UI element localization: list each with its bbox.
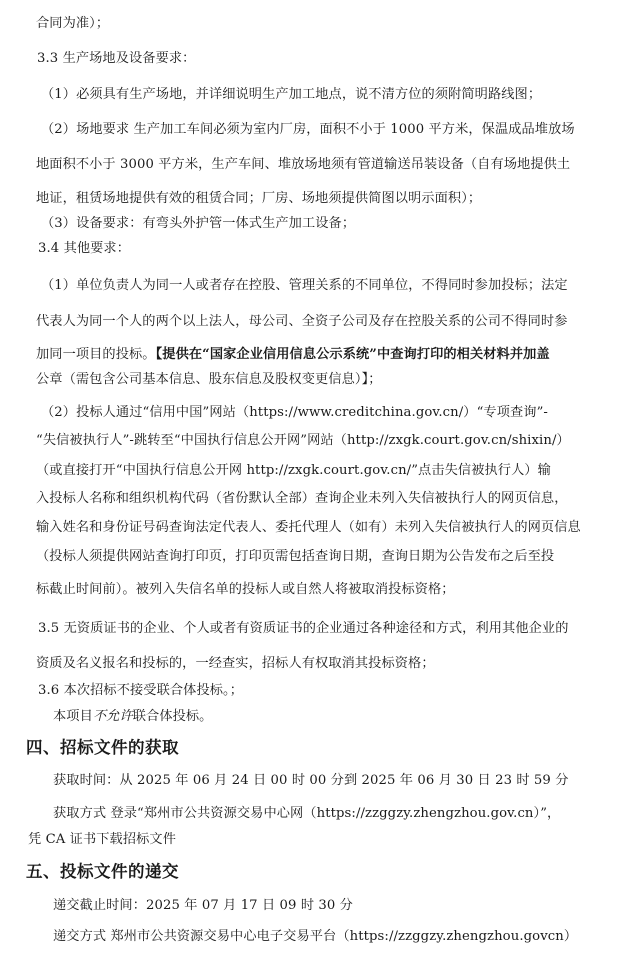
text-line: 输入姓名和身份证号码查询法定代表人、委托代理人（如有）未列入失信被执行人的网页信息	[36, 520, 581, 535]
text-line: （或直接打开“中国执行信息公开网 http://zxgk.court.gov.cn/”点击失信被执行人）输	[36, 463, 551, 478]
text-span: 加同一项目的投标。	[36, 347, 156, 362]
text-line: （2）投标人通过“信用中国”网站（https://www.creditchina.gov.cn/）“专项查询”-	[41, 405, 548, 420]
text-line: “失信被执行人”-跳转至“中国执行信息公开网”网站（http://zxgk.court.gov.cn/shixin/）	[36, 433, 570, 448]
text-line: （3）设备要求：有弯头外护管一体式生产加工设备；	[41, 216, 356, 231]
text-line: （投标人须提供网站查询打印页，打印页需包括查询日期，查询日期为公告发布之后至投	[36, 549, 555, 564]
section-3-6-text: 3.6 本次招标不接受联合体投标。；	[38, 683, 243, 698]
text-line: 代表人为同一个人的两个以上法人，母公司、全资子公司及存在控股关系的公司不得同时参	[36, 314, 568, 329]
text-line: 公章（需包含公司基本信息、股东信息及股权变更信息）】；	[36, 372, 382, 387]
bold-note: 【提供在“国家企业信用信息公示系统”中查询打印的相关材料并加盖	[155, 347, 550, 362]
text-line: （2）场地要求 生产加工车间必须为室内厂房，面积不小于 1000 平方米，保温成品堆放场	[41, 122, 575, 137]
italic-text: 不允许	[92, 709, 133, 724]
text-line: （1）单位负责人为同一人或者存在控股、管理关系的不同单位，不得同时参加投标；法定	[41, 278, 568, 293]
text-line: 标截止时间前）。被列入失信名单的投标人或自然人将被取消投标资格；	[36, 582, 455, 597]
text-line: 凭 CA 证书下载招标文件	[28, 832, 176, 847]
section-heading-5: 五、投标文件的递交	[26, 862, 179, 881]
text-line: （1）必须具有生产场地，并详细说明生产加工地点，说不清方位的须附简明路线图；	[41, 87, 542, 102]
text-line: 资质及名义报名和投标的，一经查实，招标人有权取消其投标资格；	[36, 656, 435, 671]
text-line: 3.5 无资质证书的企业、个人或者有资质证书的企业通过各种途径和方式，利用其他企业的	[38, 621, 569, 636]
section-3-4-title: 3.4 其他要求：	[38, 241, 131, 256]
text-line	[36, 346, 550, 364]
submit-method: 递交方式 郑州市公共资源交易中心电子交易平台（https://zzggzy.zhengzhou.govcn）	[53, 929, 578, 944]
text-span: 本项目	[53, 709, 93, 724]
text-line: 地面积不小于 3000 平方米，生产车间、堆放场地须有管道输送吊装设备（自有场地提供土	[36, 157, 571, 172]
text-line: 地证，租赁场地提供有效的租赁合同；厂房、场地须提供简图以明示面积）；	[36, 191, 482, 206]
text-line	[53, 708, 212, 726]
section-3-3-title: 3.3 生产场地及设备要求：	[37, 51, 196, 66]
submit-deadline: 递交截止时间：2025 年 07 月 17 日 09 时 30 分	[53, 898, 353, 913]
acquire-time: 获取时间：从 2025 年 06 月 24 日 00 时 00 分到 2025 年 06 月 30 日 23 时 59 分	[53, 773, 569, 788]
text-span: 联合体投标。	[132, 709, 213, 724]
acquire-method: 获取方式 登录“郑州市公共资源交易中心网（https://zzggzy.zhengzhou.gov.cn）”，	[53, 806, 561, 821]
section-heading-4: 四、招标文件的获取	[26, 738, 179, 757]
text-line: 入投标人名称和组织机构代码（省份默认全部）查询企业未列入失信被执行人的网页信息，	[36, 491, 568, 506]
text-line: 合同为准）；	[36, 16, 110, 31]
